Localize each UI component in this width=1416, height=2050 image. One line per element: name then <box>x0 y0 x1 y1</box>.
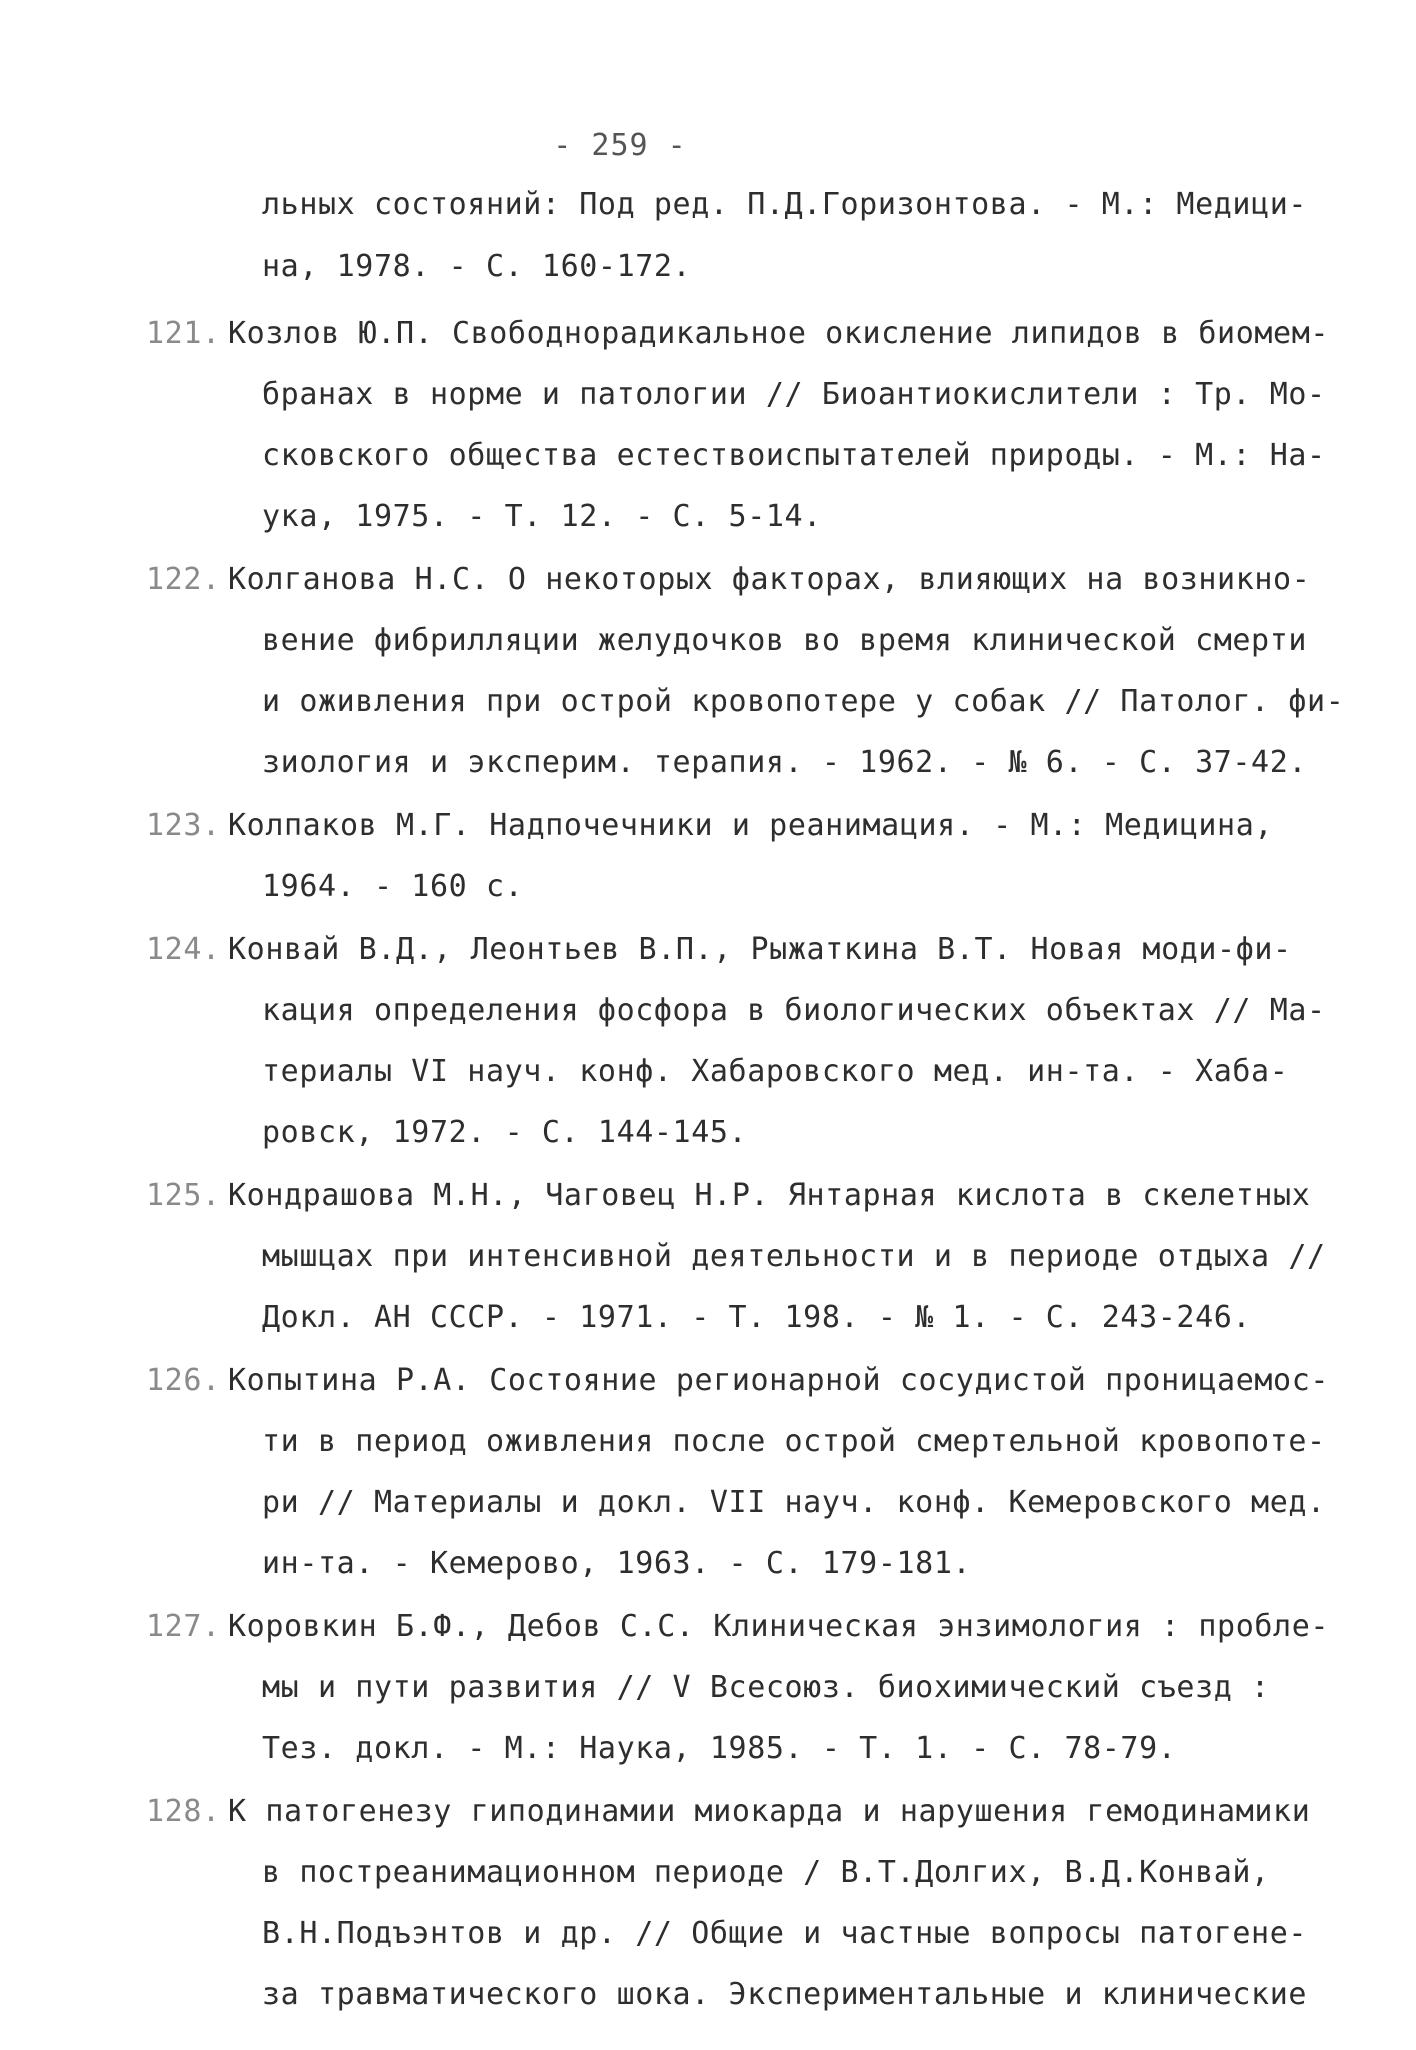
text-line: Копытина Р.А. Состояние регионарной сосудистой проницаемос- <box>228 1363 1330 1398</box>
text-line: Колганова Н.С. О некоторых факторах, влияющих на возникно- <box>228 562 1311 597</box>
text-line: Козлов Ю.П. Свободнорадикальное окисление липидов в биомем- <box>228 316 1330 351</box>
text-line: ука, 1975. - Т. 12. - С. 5-14. <box>262 499 822 534</box>
text-line: Кондрашова М.Н., Чаговец Н.Р. Янтарная кислота в скелетных <box>228 1178 1311 1213</box>
entry-number: 121. <box>146 316 221 351</box>
text-line: ровск, 1972. - С. 144-145. <box>262 1115 748 1150</box>
text-line: В.Н.Подъэнтов и др. // Общие и частные вопросы патогене- <box>262 1916 1308 1951</box>
text-line: ри // Материалы и докл. VII науч. конф. Кемеровского мед. <box>262 1485 1326 1520</box>
entry-number: 123. <box>146 808 221 843</box>
text-line: льных состояний: Под ред. П.Д.Горизонтова. - М.: Медици- <box>262 187 1308 222</box>
text-line: Коровкин Б.Ф., Дебов С.С. Клиническая энзимология : пробле- <box>228 1609 1330 1644</box>
entry-number: 124. <box>146 932 221 967</box>
text-line: в постреанимационном периоде / В.Т.Долгих, В.Д.Конвай, <box>262 1855 1270 1890</box>
text-line: сковского общества естествоиспытателей природы. - М.: На- <box>262 438 1326 473</box>
text-line: ин-та. - Кемерово, 1963. - С. 179-181. <box>262 1546 972 1581</box>
text-line: вение фибрилляции желудочков во время клинической смерти <box>262 623 1308 658</box>
text-line: мышцах при интенсивной деятельности и в периоде отдыха // <box>262 1239 1326 1274</box>
text-line: кация определения фосфора в биологических объектах // Ма- <box>262 993 1326 1028</box>
entry-number: 125. <box>146 1178 221 1213</box>
text-line: Тез. докл. - М.: Наука, 1985. - Т. 1. - С. 78-79. <box>262 1731 1177 1766</box>
text-line: Докл. АН СССР. - 1971. - Т. 198. - № 1. - С. 243-246. <box>262 1300 1252 1335</box>
entry-number: 126. <box>146 1363 221 1398</box>
text-line: бранах в норме и патологии // Биоантиокислители : Тр. Мо- <box>262 377 1326 412</box>
text-line: за травматического шока. Экспериментальные и клинические <box>262 1977 1308 2012</box>
text-line: мы и пути развития // V Всесоюз. биохимический съезд : <box>262 1670 1270 1705</box>
entry-number: 127. <box>146 1609 221 1644</box>
page-number: - 259 - <box>553 128 687 163</box>
entry-number: 122. <box>146 562 221 597</box>
text-line: и оживления при острой кровопотере у собак // Патолог. фи- <box>262 684 1345 719</box>
text-line: зиология и эксперим. терапия. - 1962. - № 6. - С. 37-42. <box>262 745 1308 780</box>
entry-number: 128. <box>146 1794 221 1829</box>
text-line: 1964. - 160 с. <box>262 869 524 904</box>
text-line: Конвай В.Д., Леонтьев В.П., Рыжаткина В.Т. Новая моди-фи- <box>228 932 1292 967</box>
text-line: териалы VI науч. конф. Хабаровского мед. ин-та. - Хаба- <box>262 1054 1289 1089</box>
text-line: Колпаков М.Г. Надпочечники и реанимация. - М.: Медицина, <box>228 808 1274 843</box>
text-line: на, 1978. - С. 160-172. <box>262 249 692 284</box>
text-line: ти в период оживления после острой смертельной кровопоте- <box>262 1424 1326 1459</box>
text-line: К патогенезу гиподинамии миокарда и нарушения гемодинамики <box>228 1794 1311 1829</box>
